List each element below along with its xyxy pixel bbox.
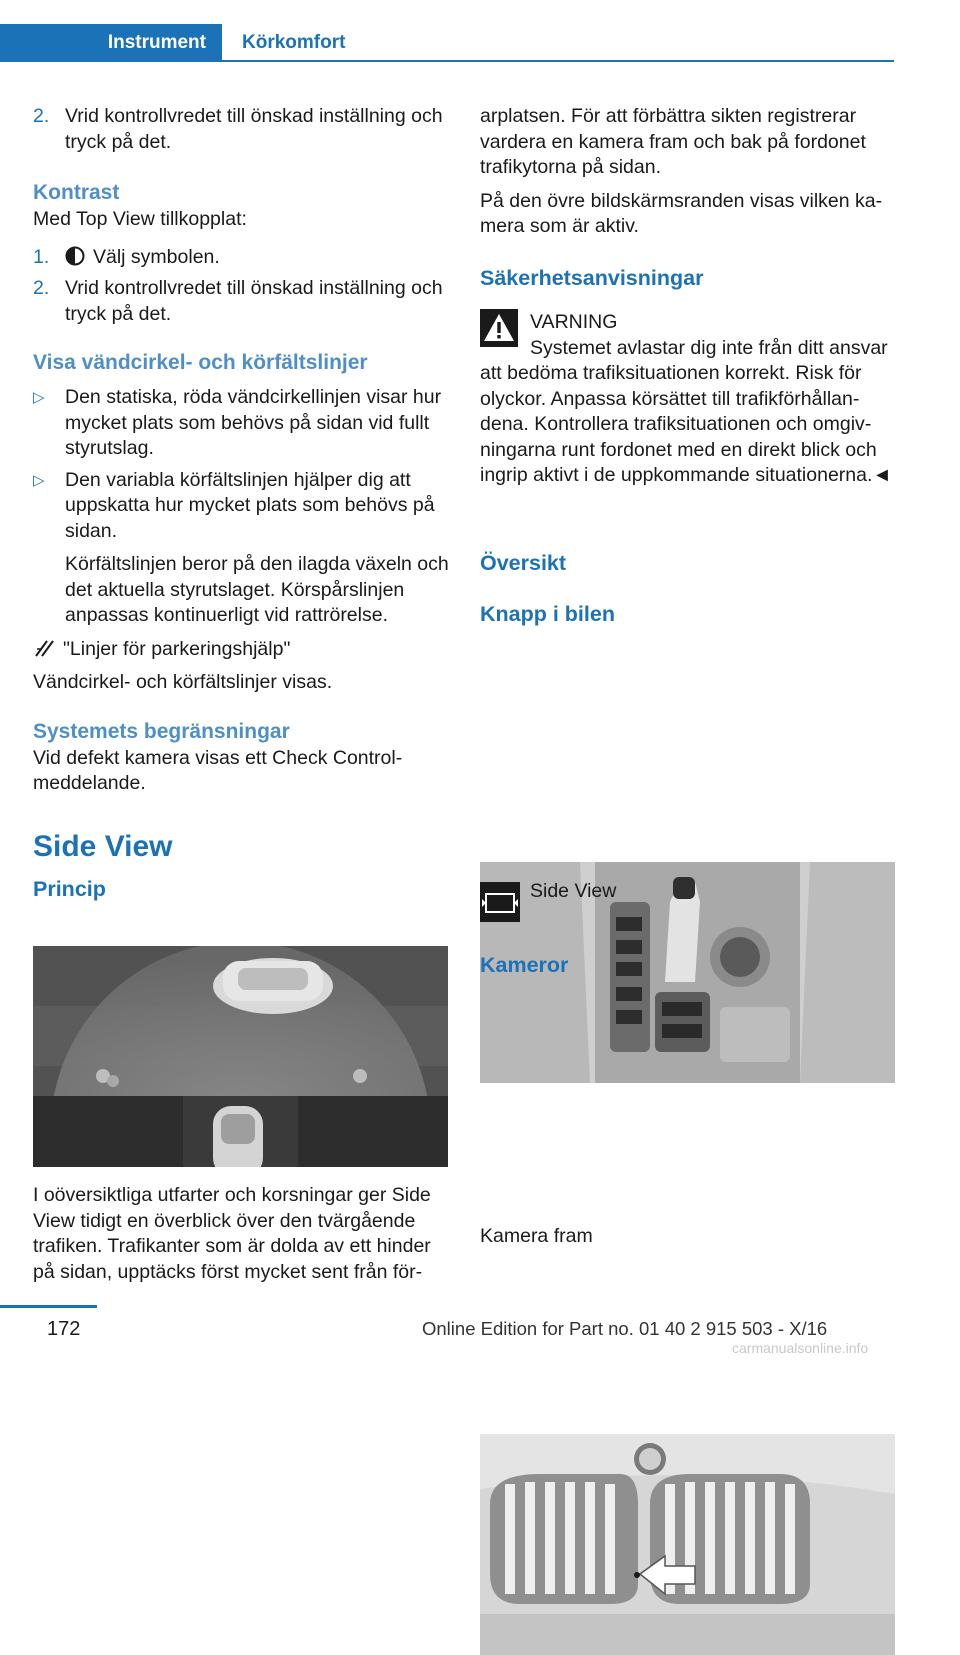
parking-lines-icon <box>33 638 55 658</box>
principle-image <box>33 946 448 1167</box>
list-item <box>33 276 449 327</box>
warning-block <box>480 310 900 489</box>
header-rule <box>222 60 894 62</box>
limits-heading: Systemets begränsningar <box>33 719 290 743</box>
kontrast-intro: Med Top View tillkopplat: <box>33 208 247 230</box>
page-number: 172 <box>47 1318 81 1340</box>
bullet-triangle-icon: ▷ <box>33 471 45 489</box>
intro-text-2: På den övre bildskärmsranden visas vilken kamera som är aktiv. <box>480 189 883 237</box>
grille-image <box>480 1434 895 1655</box>
tab-instrument-label: Instrument <box>107 32 206 53</box>
kontrast-heading: Kontrast <box>33 181 120 204</box>
lines-option <box>33 637 449 663</box>
footer-edition: Online Edition for Part no. 01 40 2 915 503 - X/16 <box>422 1318 828 1339</box>
list-text: Vrid kontrollvredet till önskad inställning och tryck på det. <box>65 105 443 153</box>
princip-text: I oöversiktliga utfarter och korsningar ger Side View tidigt en överblick över den tvärgående trafiken. Trafikanter som är dolda av ett hinder på sidan, upptäcks först mycket sent från för- <box>33 1184 431 1283</box>
list-item <box>33 468 449 629</box>
list-number: 2. <box>33 105 50 127</box>
footer-rule <box>0 1305 97 1308</box>
list-text: Vrid kontrollvredet till önskad inställning och tryck på det. <box>65 277 443 325</box>
list-text: Den statiska, röda vändcirkellinjen visar hur mycket plats som behövs på sidan vid fullt styrutslag. <box>65 386 442 459</box>
overview-heading: Översikt <box>480 551 567 575</box>
list-item <box>33 104 449 155</box>
front-camera-image <box>480 1434 895 1655</box>
tab-korkomfort-label: Körkomfort <box>242 32 346 53</box>
list-text-extra: Körfältslinjen beror på den ilagda växeln och det aktuella styrutslaget. Körspårslinjen anpassas kontinuerligt vid rattrörelse. <box>65 553 449 626</box>
intro-text: arplatsen. För att förbättra sikten registrerar vardera en kamera fram och bak på fordonet trafikytorna på sidan. <box>480 105 866 178</box>
warning-text: Systemet avlastar dig inte från ditt ansvar att bedöma trafiksituationen korrekt. Risk för olyckor. Anpassa körsättet till trafikförhållandena. Kontrollera trafiksituationen och omgivningarna runt fordonet med en direkt blick och ingrip aktivt i de uppkommande situationerna.◄ <box>480 336 892 486</box>
contrast-icon <box>65 246 85 266</box>
princip-heading: Princip <box>33 876 106 901</box>
list-number: 1. <box>33 245 50 268</box>
side-view-camera-icon <box>480 882 520 922</box>
cameras-heading: Kameror <box>480 953 569 977</box>
bullet-triangle-icon: ▷ <box>33 389 45 406</box>
list-item <box>33 385 449 462</box>
list-item <box>33 245 449 271</box>
camera-caption: Kamera fram <box>480 1225 593 1247</box>
left-column <box>33 104 449 903</box>
button-heading: Knapp i bilen <box>480 602 615 626</box>
warning-title: VARNING <box>530 311 618 333</box>
side-view-button-label: Side View <box>530 880 617 902</box>
list-number: 2. <box>33 277 50 299</box>
list-text: Den variabla körfältslinjen hjälper dig att uppskatta hur mycket plats som behövs på sidan. <box>65 468 435 542</box>
tab-instrument[interactable] <box>0 24 222 62</box>
tab-korkomfort[interactable] <box>222 24 422 62</box>
right-column <box>480 104 900 292</box>
lines-label: "Linjer för parkeringshjälp" <box>63 637 291 660</box>
watermark: carmanualsonline.info <box>732 1340 869 1356</box>
visa-heading: Visa vändcirkel- och körfältslinjer <box>33 351 368 374</box>
side-view-heading: Side View <box>33 829 173 863</box>
safety-heading: Säkerhetsanvisningar <box>480 265 704 290</box>
limits-text: Vid defekt kamera visas ett Check Control-meddelande. <box>33 746 403 794</box>
side-view-principle-illustration <box>33 946 448 1167</box>
list-text: Välj symbolen. <box>93 245 220 268</box>
lines-result: Vändcirkel- och körfältslinjer visas. <box>33 671 333 693</box>
